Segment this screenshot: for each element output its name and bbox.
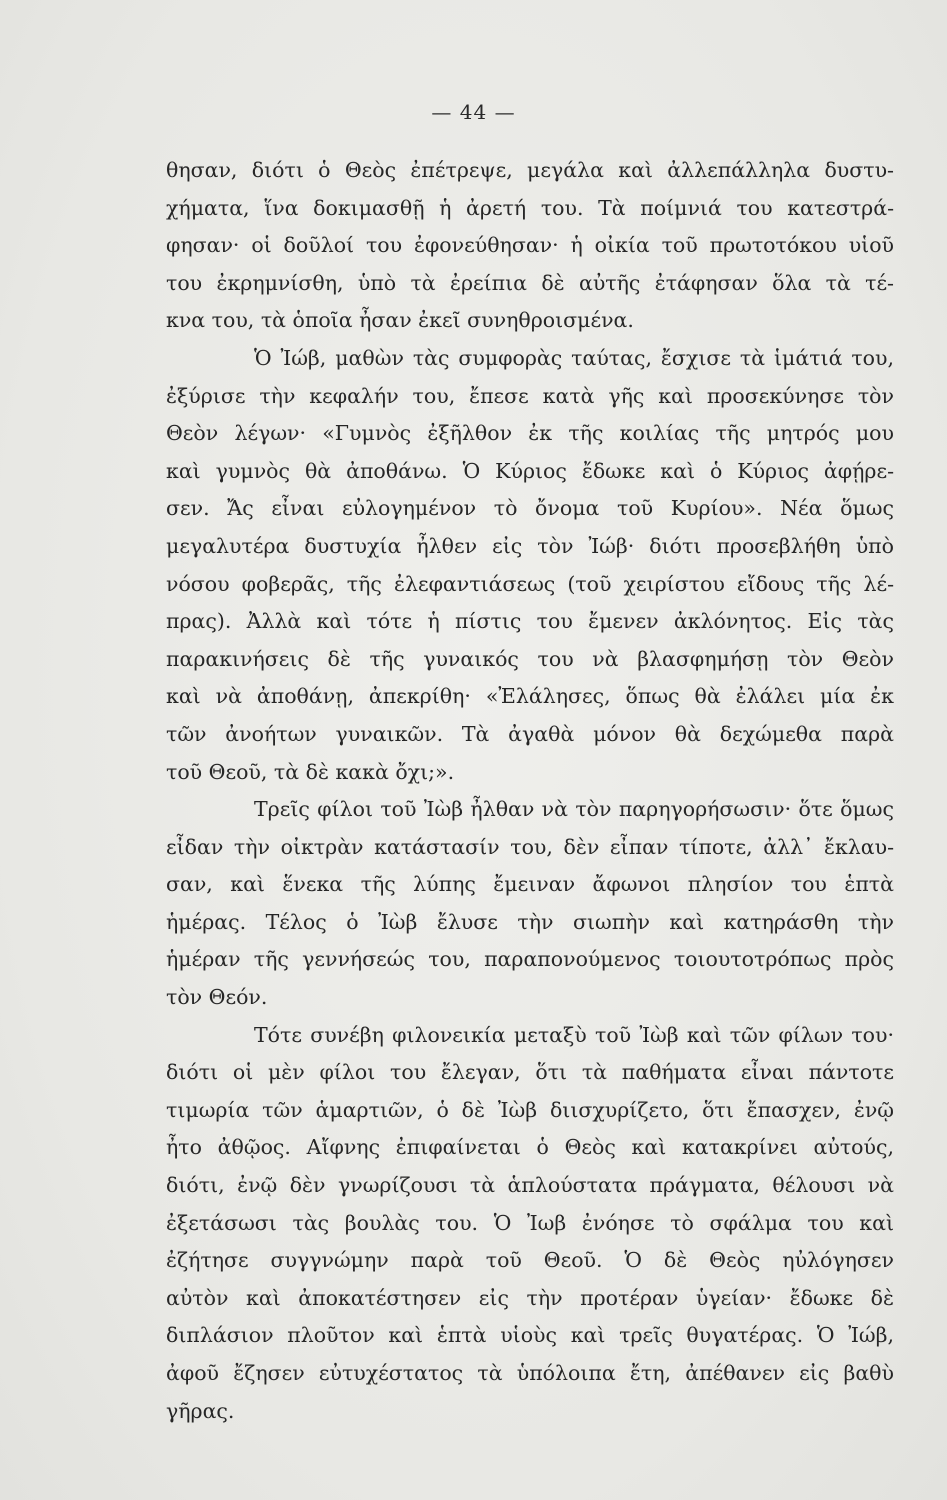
text-line: κνα του, τὰ ὁποῖα ἦσαν ἐκεῖ συνηθροισμένα. xyxy=(166,308,634,333)
text-line: ἡμέρας. Τέλος ὁ Ἰὼβ ἔλυσε τὴν σιωπὴν καὶ κατηράσθη τὴν xyxy=(166,909,894,934)
text-line: τῶν ἀνοήτων γυναικῶν. Τὰ ἀγαθὰ μόνον θὰ δεχώμεθα παρὰ xyxy=(166,721,894,746)
text-line: ἀφοῦ ἔζησεν εὐτυχέστατος τὰ ὑπόλοιπα ἔτη, ἀπέθανεν εἰς βαθὺ xyxy=(166,1361,894,1385)
text-line: Τότε συνέβη φιλονεικία μεταξὺ τοῦ Ἰὼβ καὶ τῶν φίλων του· xyxy=(254,1022,894,1047)
text-line: εἶδαν τὴν οἰκτρὰν κατάστασίν του, δὲν εἶπαν τίποτε, ἀλλ᾽ ἔκλαυ- xyxy=(166,834,894,859)
text-line: τὸν Θεόν. xyxy=(166,985,268,1010)
text-line: θησαν, διότι ὁ Θεὸς ἐπέτρεψε, μεγάλα καὶ ἀλλεπάλληλα δυστυ- xyxy=(166,158,894,182)
text-line: αὐτὸν καὶ ἀποκατέστησεν εἰς τὴν προτέραν ὑγείαν· ἔδωκε δὲ xyxy=(166,1285,894,1310)
text-line: τοῦ Θεοῦ, τὰ δὲ κακὰ ὄχι;». xyxy=(166,759,455,784)
text-line: τιμωρία τῶν ἁμαρτιῶν, ὁ δὲ Ἰὼβ διισχυρίζετο, ὅτι ἔπασχεν, ἐνῷ xyxy=(166,1097,894,1122)
text-line: διότι, ἐνῷ δὲν γνωρίζουσι τὰ ἁπλούστατα πράγματα, θέλουσι νὰ xyxy=(166,1173,894,1198)
text-line: φησαν· οἱ δοῦλοί του ἐφονεύθησαν· ἡ οἰκία τοῦ πρωτοτόκου υἱοῦ xyxy=(166,233,894,258)
text-line: Θεὸν λέγων· «Γυμνὸς ἐξῆλθον ἐκ τῆς κοιλίας τῆς μητρός μου xyxy=(166,421,894,446)
text-line: διότι οἱ μὲν φίλοι του ἔλεγαν, ὅτι τὰ παθήματα εἶναι πάντοτε xyxy=(166,1060,894,1085)
text-line: ἐξύρισε τὴν κεφαλήν του, ἔπεσε κατὰ γῆς καὶ προσεκύνησε τὸν xyxy=(166,383,894,408)
text-line: σαν, καὶ ἕνεκα τῆς λύπης ἔμειναν ἄφωνοι πλησίον του ἑπτὰ xyxy=(166,872,894,897)
text-line: πρας). Ἀλλὰ καὶ τότε ἡ πίστις του ἔμενεν ἀκλόνητος. Εἰς τὰς xyxy=(166,609,894,634)
text-line: ἐξετάσωσι τὰς βουλὰς του. Ὁ Ἰωβ ἐνόησε τὸ σφάλμα του καὶ xyxy=(166,1210,894,1235)
text-line: Τρεῖς φίλοι τοῦ Ἰὼβ ἦλθαν νὰ τὸν παρηγορήσωσιν· ὅτε ὅμως xyxy=(254,797,894,822)
page-number: — 44 — xyxy=(431,100,516,124)
body-text xyxy=(166,152,894,1430)
text-line: του ἐκρημνίσθη, ὑπὸ τὰ ἐρείπια δὲ αὐτῆς ἐτάφησαν ὅλα τὰ τέ- xyxy=(166,270,894,295)
text-line: χήματα, ἵνα δοκιμασθῇ ἡ ἀρετή του. Τὰ ποίμνιά του κατεστρά- xyxy=(166,195,894,220)
text-line: παρακινήσεις δὲ τῆς γυναικός του νὰ βλασφημήσῃ τὸν Θεὸν xyxy=(166,646,894,671)
text-line: ἐζήτησε συγγνώμην παρὰ τοῦ Θεοῦ. Ὁ δὲ Θεὸς ηὐλόγησεν xyxy=(166,1248,894,1273)
text-line: ἦτο ἀθῷος. Αἴφνης ἐπιφαίνεται ὁ Θεὸς καὶ κατακρίνει αὐτούς, xyxy=(166,1135,894,1160)
text-line: καὶ νὰ ἀποθάνῃ, ἀπεκρίθη· «Ἐλάλησες, ὅπως θὰ ἐλάλει μία ἐκ xyxy=(166,684,894,709)
text-line: νόσου φοβερᾶς, τῆς ἐλεφαντιάσεως (τοῦ χειρίστου εἴδους τῆς λέ- xyxy=(166,571,894,596)
text-line: γῆρας. xyxy=(166,1398,235,1423)
text-line: μεγαλυτέρα δυστυχία ἦλθεν εἰς τὸν Ἰώβ· διότι προσεβλήθη ὑπὸ xyxy=(166,533,894,558)
text-line: Ὁ Ἰώβ, μαθὼν τὰς συμφορὰς ταύτας, ἔσχισε τὰ ἱμάτιά του, xyxy=(254,345,894,370)
text-line: σεν. Ἄς εἶναι εὐλογημένον τὸ ὄνομα τοῦ Κυρίου». Νέα ὅμως xyxy=(166,496,894,521)
text-line: διπλάσιον πλοῦτον καὶ ἑπτὰ υἱοὺς καὶ τρεῖς θυγατέρας. Ὁ Ἰώβ, xyxy=(166,1323,894,1348)
text-line: καὶ γυμνὸς θὰ ἀποθάνω. Ὁ Κύριος ἔδωκε καὶ ὁ Κύριος ἀφῄρε- xyxy=(166,458,894,483)
text-line: ἡμέραν τῆς γεννήσεώς του, παραπονούμενος τοιουτοτρόπως πρὸς xyxy=(166,947,894,972)
